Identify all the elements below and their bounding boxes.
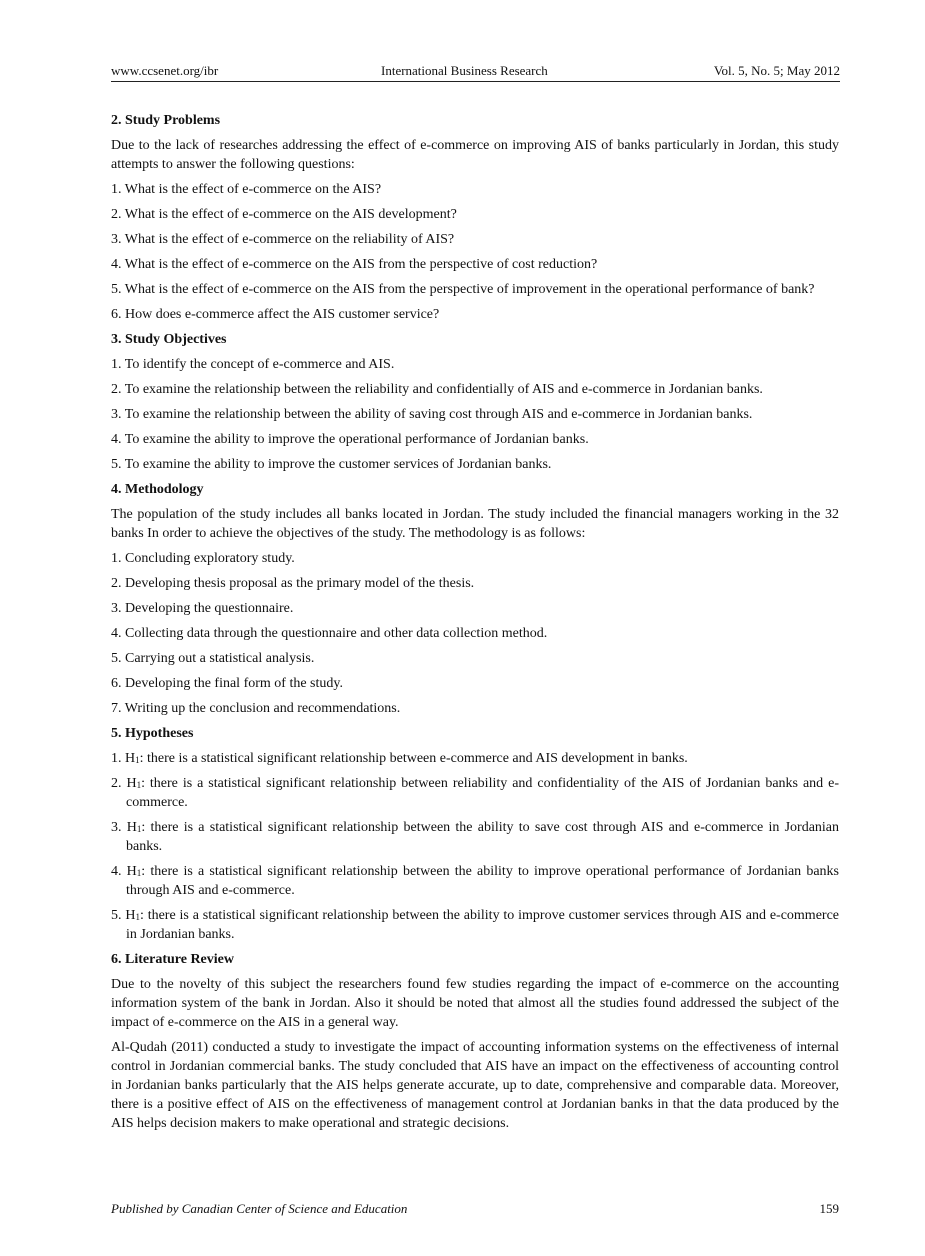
list-item: 5. To examine the ability to improve the customer services of Jordanian banks. xyxy=(111,457,552,472)
list-item: 2. What is the effect of e-commerce on the AIS development? xyxy=(111,207,457,222)
list-item: 3. What is the effect of e-commerce on the reliability of AIS? xyxy=(111,232,455,247)
hypothesis-number: 2. xyxy=(111,776,122,791)
paragraph: The population of the study includes all banks located in Jordan. The study included the financial managers working in the 32 banks In order to achieve the objectives of the study. The methodology is as follows: xyxy=(111,507,839,541)
hypothesis-number: 5. xyxy=(111,908,122,923)
hypothesis-subscript: 1 xyxy=(136,868,142,878)
list-item: 4. Collecting data through the questionnaire and other data collection method. xyxy=(111,626,548,641)
hypothesis-text: : there is a statistical significant relationship between the ability to improve operational performance of Jordanian banks through AIS and e-commerce. xyxy=(126,864,839,898)
hypothesis-subscript: 1 xyxy=(136,780,142,790)
list-item: 2. To examine the relationship between the reliability and confidentially of AIS and e-commerce in Jordanian banks. xyxy=(111,382,763,397)
list-item: 5. Carrying out a statistical analysis. xyxy=(111,651,315,666)
paragraph: Due to the novelty of this subject the researchers found few studies regarding the impact of e-commerce on the accounting information system of the bank in Jordan. Also it should be noted that almost all the studies found addressed the subject of the impact of e-commerce on the AIS in a general way. xyxy=(111,977,839,1030)
hypothesis-symbol: H xyxy=(125,908,136,923)
hypothesis-number: 4. xyxy=(111,864,122,879)
hypothesis-text: : there is a statistical significant relationship between e-commerce and AIS development in banks. xyxy=(139,751,688,766)
hypothesis-subscript: 1 xyxy=(135,912,140,922)
header-volume-info: Vol. 5, No. 5; May 2012 xyxy=(713,63,840,78)
footer-publisher: Published by Canadian Center of Science and Education xyxy=(111,1201,408,1216)
hypothesis-item xyxy=(111,818,839,856)
section-heading-study-objectives: 3. Study Objectives xyxy=(111,332,227,347)
hypothesis-symbol: H xyxy=(125,751,136,766)
hypothesis-symbol: H xyxy=(126,820,137,835)
hypothesis-text: : there is a statistical significant relationship between the ability to save cost through AIS and e-commerce in Jordanian banks. xyxy=(126,820,840,854)
hypothesis-item xyxy=(111,906,839,944)
hypothesis-item xyxy=(111,862,839,900)
hypothesis-subscript: 1 xyxy=(136,824,142,834)
list-item: 4. What is the effect of e-commerce on the AIS from the perspective of cost reduction? xyxy=(111,257,598,272)
section-heading-methodology: 4. Methodology xyxy=(111,482,204,497)
list-item: 6. Developing the final form of the study. xyxy=(111,676,343,691)
hypothesis-number: 3. xyxy=(111,820,122,835)
running-footer xyxy=(111,1201,839,1221)
hypothesis-subscript: 1 xyxy=(135,755,140,765)
section-heading-literature-review: 6. Literature Review xyxy=(111,952,234,967)
hypothesis-symbol: H xyxy=(126,864,137,879)
list-item: 7. Writing up the conclusion and recommendations. xyxy=(111,701,401,716)
hypothesis-item xyxy=(111,774,839,812)
hypothesis-item xyxy=(111,749,839,768)
running-header xyxy=(111,63,840,82)
hypothesis-text: : there is a statistical significant relationship between reliability and confidentiality of the AIS of Jordanian banks and e-commerce. xyxy=(126,776,839,810)
paragraph: Due to the lack of researches addressing the effect of e-commerce on improving AIS of banks particularly in Jordan, this study attempts to answer the following questions: xyxy=(111,138,839,172)
list-item: 4. To examine the ability to improve the operational performance of Jordanian banks. xyxy=(111,432,589,447)
list-item: 1. To identify the concept of e-commerce and AIS. xyxy=(111,357,395,372)
header-url[interactable]: www.ccsenet.org/ibr xyxy=(111,63,219,78)
list-item: 6. How does e-commerce affect the AIS customer service? xyxy=(111,307,440,322)
section-heading-study-problems: 2. Study Problems xyxy=(111,113,221,128)
list-item: 2. Developing thesis proposal as the primary model of the thesis. xyxy=(111,576,475,591)
list-item: 3. Developing the questionnaire. xyxy=(111,601,294,616)
list-item: 1. What is the effect of e-commerce on the AIS? xyxy=(111,182,382,197)
list-item: 3. To examine the relationship between the ability of saving cost through AIS and e-commerce in Jordanian banks. xyxy=(111,407,753,422)
list-item: 5. What is the effect of e-commerce on the AIS from the perspective of improvement in the operational performance of bank? xyxy=(111,282,815,297)
list-item: 1. Concluding exploratory study. xyxy=(111,551,295,566)
header-journal-title: International Business Research xyxy=(381,63,548,78)
hypothesis-symbol: H xyxy=(126,776,137,791)
section-heading-hypotheses: 5. Hypotheses xyxy=(111,726,194,741)
hypothesis-text: : there is a statistical significant relationship between the ability to improve customer services through AIS and e-commerce in Jordanian banks. xyxy=(126,908,839,942)
page-number: 159 xyxy=(819,1201,839,1216)
article-body xyxy=(111,111,839,1139)
hypothesis-number: 1. xyxy=(111,751,122,766)
paragraph: Al-Qudah (2011) conducted a study to investigate the impact of accounting information systems on the effectiveness of internal control in Jordanian commercial banks. The study concluded that AIS have an impact on the effectiveness of accounting control in Jordanian banks particularly that the AIS helps generate accurate, up to date, comprehensive and comparable data. Moreover, there is a positive effect of AIS on the effectiveness of management control at Jordanian banks in that the data produced by the AIS helps decision makers to make operational and strategic decisions. xyxy=(111,1040,839,1131)
